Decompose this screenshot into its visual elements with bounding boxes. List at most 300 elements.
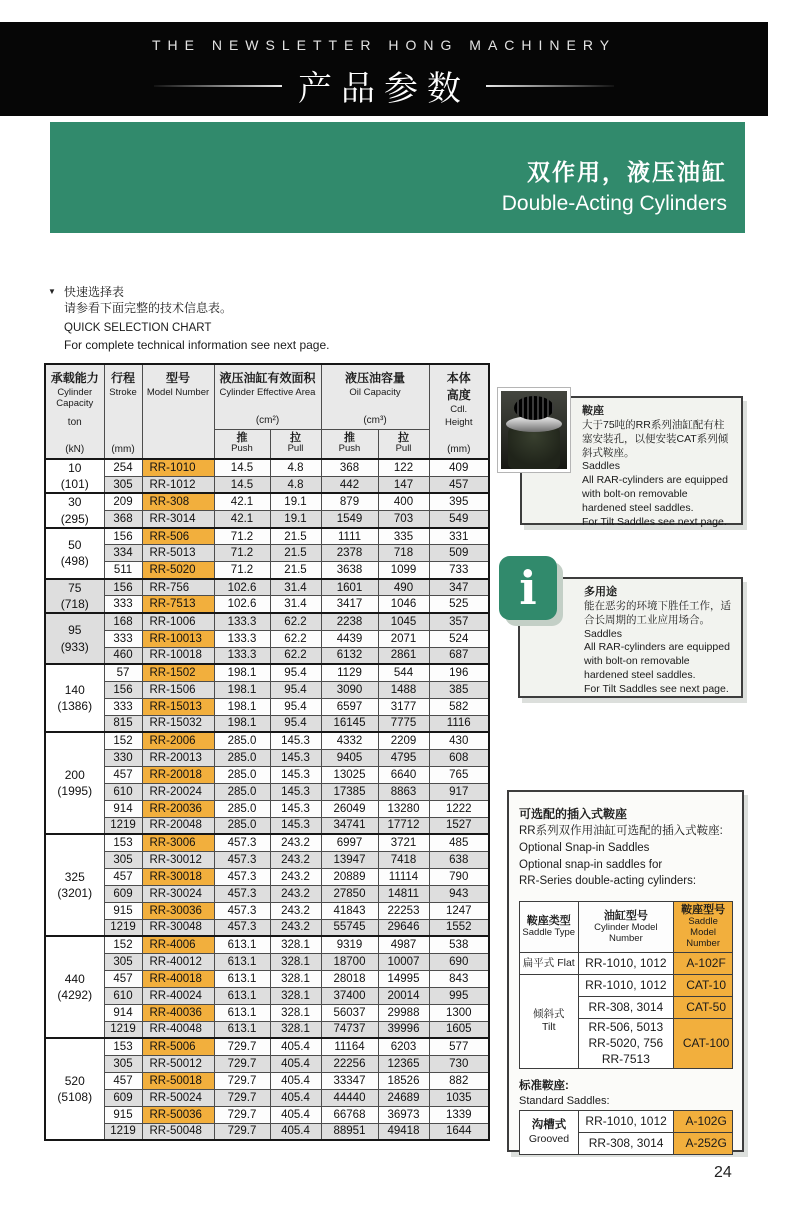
info-icon <box>499 556 557 620</box>
area-header-en: Cylinder Effective Area <box>219 387 316 398</box>
stroke-cell: 305 <box>104 1055 142 1072</box>
standard-title-zh: 标准鞍座: <box>519 1079 569 1092</box>
versatility-title-en: Saddles <box>584 627 622 640</box>
stroke-cell: 209 <box>104 493 142 510</box>
area-pull-cell: 145.3 <box>270 800 321 817</box>
table-row <box>45 1072 489 1089</box>
oil-pull-cell: 544 <box>378 664 429 681</box>
area-push-cell: 613.1 <box>214 953 270 970</box>
stroke-cell: 914 <box>104 1004 142 1021</box>
area-pull-cell: 31.4 <box>270 596 321 613</box>
oil-push-header <box>321 429 378 459</box>
saddle-cell: CAT-10 <box>674 975 733 997</box>
oil-push-cell: 1601 <box>321 579 378 596</box>
table-row <box>45 596 489 613</box>
table-row <box>45 851 489 868</box>
area-push-cell: 285.0 <box>214 749 270 766</box>
oil-header-zh: 液压油容量 <box>344 371 405 385</box>
snapin-title-en: Optional Snap-in Saddles <box>519 842 650 855</box>
quick-selection-table-wrap <box>44 363 490 1141</box>
model-cell: RR-1006 <box>142 613 214 630</box>
oil-push-cell: 6132 <box>321 647 378 664</box>
table-row <box>45 766 489 783</box>
saddle-cell: CAT-50 <box>674 997 733 1019</box>
oil-push-cell: 1129 <box>321 664 378 681</box>
snapin-title-zh: 可选配的插入式鞍座 <box>519 807 628 821</box>
table-row <box>45 613 489 630</box>
oil-push-cell: 6997 <box>321 834 378 851</box>
stroke-cell: 156 <box>104 579 142 596</box>
area-push-cell: 457.3 <box>214 851 270 868</box>
grooved-en: Grooved <box>528 1132 570 1145</box>
table-row <box>45 630 489 647</box>
area-push-cell: 729.7 <box>214 1038 270 1055</box>
model-cell: RR-20018 <box>142 766 214 783</box>
model-cell: RR-50012 <box>142 1055 214 1072</box>
saddle-model-header-en: Saddle Model Number <box>686 916 720 950</box>
stroke-cell: 57 <box>104 664 142 681</box>
oil-pull-cell: 49418 <box>378 1123 429 1140</box>
stroke-cell: 334 <box>104 545 142 562</box>
capacity-unit-kn: (kN) <box>65 444 85 455</box>
area-push-cell: 71.2 <box>214 545 270 562</box>
area-pull-cell: 243.2 <box>270 885 321 902</box>
model-cell: RR-20036 <box>142 800 214 817</box>
push-zh: 推 <box>344 431 355 444</box>
page-number: 24 <box>714 1164 732 1181</box>
oil-push-cell: 6597 <box>321 698 378 715</box>
tilt-en: Tilt <box>541 1021 556 1034</box>
intro-note <box>48 284 329 353</box>
cyl-model-header <box>578 902 674 953</box>
oil-pull-cell: 122 <box>378 459 429 476</box>
versatility-footer-en: For Tilt Saddles see next page. <box>584 683 729 696</box>
capacity-cell: 10 (101) <box>45 459 104 493</box>
oil-push-cell: 3090 <box>321 681 378 698</box>
table-row <box>45 1038 489 1055</box>
area-push-cell: 198.1 <box>214 681 270 698</box>
masthead-left-rule <box>154 85 282 87</box>
area-pull-cell: 21.5 <box>270 528 321 545</box>
banner-title-en: Double-Acting Cylinders <box>501 192 727 215</box>
area-push-cell: 285.0 <box>214 766 270 783</box>
table-row <box>45 493 489 510</box>
model-cell: RR-15032 <box>142 715 214 732</box>
flat-type-cell <box>520 953 579 975</box>
stroke-header <box>104 364 142 459</box>
stroke-cell: 152 <box>104 936 142 953</box>
table-row <box>45 970 489 987</box>
table-row <box>45 1055 489 1072</box>
area-push-cell: 613.1 <box>214 936 270 953</box>
height-cell: 524 <box>429 630 489 647</box>
area-pull-header <box>270 429 321 459</box>
model-line: RR-5020, 756 <box>588 1036 664 1051</box>
model-cell: RR-5006 <box>142 1038 214 1055</box>
masthead-right-rule <box>486 85 614 87</box>
height-cell: 430 <box>429 732 489 749</box>
height-unit: (mm) <box>447 444 471 455</box>
model-cell: RR-1506 <box>142 681 214 698</box>
model-cell: RR-1012 <box>142 476 214 493</box>
area-pull-cell: 328.1 <box>270 970 321 987</box>
area-pull-cell: 405.4 <box>270 1123 321 1140</box>
capacity-cell: 50 (498) <box>45 528 104 579</box>
oil-push-cell: 2378 <box>321 545 378 562</box>
saddle-cell: CAT-100 <box>674 1019 733 1069</box>
oil-push-cell: 55745 <box>321 919 378 936</box>
standard-saddle-table <box>519 1110 733 1155</box>
stroke-cell: 609 <box>104 1089 142 1106</box>
saddle-model-header <box>674 902 733 953</box>
intro-line2-en: For complete technical information see next page. <box>64 337 330 352</box>
oil-pull-cell: 29646 <box>378 919 429 936</box>
area-unit: (cm²) <box>255 414 280 426</box>
table-row <box>45 936 489 953</box>
saddle-photo-scene <box>501 391 567 469</box>
capacity-cell: 140 (1386) <box>45 664 104 732</box>
tilt-zh: 倾斜式 <box>533 1008 565 1021</box>
area-pull-cell: 62.2 <box>270 613 321 630</box>
table-row <box>45 987 489 1004</box>
model-cell: RR-50018 <box>142 1072 214 1089</box>
area-push-cell: 457.3 <box>214 902 270 919</box>
model-header-en: Model Number <box>146 387 210 398</box>
area-pull-cell: 62.2 <box>270 630 321 647</box>
oil-unit: (cm³) <box>363 414 387 426</box>
stroke-cell: 1219 <box>104 1021 142 1038</box>
page-title: 产品参数 <box>298 70 470 108</box>
stroke-cell: 168 <box>104 613 142 630</box>
oil-push-cell: 28018 <box>321 970 378 987</box>
push-en: Push <box>338 442 361 454</box>
area-header <box>214 364 321 429</box>
stroke-header-en: Stroke <box>109 387 137 398</box>
height-cell: 1300 <box>429 1004 489 1021</box>
oil-push-cell: 20889 <box>321 868 378 885</box>
height-cell: 357 <box>429 613 489 630</box>
area-pull-cell: 328.1 <box>270 936 321 953</box>
height-cell: 1116 <box>429 715 489 732</box>
oil-pull-cell: 1046 <box>378 596 429 613</box>
stroke-cell: 609 <box>104 885 142 902</box>
saddle-photo <box>497 387 571 473</box>
model-cell: RR-20024 <box>142 783 214 800</box>
stroke-cell: 915 <box>104 1106 142 1123</box>
height-header-zh1: 本体 <box>446 371 471 385</box>
height-cell: 843 <box>429 970 489 987</box>
oil-pull-cell: 4987 <box>378 936 429 953</box>
stroke-cell: 457 <box>104 766 142 783</box>
model-cell: RR-10018 <box>142 647 214 664</box>
height-cell: 457 <box>429 476 489 493</box>
model-cell: RR-1010, 1012 <box>578 1110 673 1132</box>
stroke-cell: 915 <box>104 902 142 919</box>
model-cell: RR-50024 <box>142 1089 214 1106</box>
area-pull-cell: 243.2 <box>270 902 321 919</box>
oil-push-cell: 17385 <box>321 783 378 800</box>
height-cell: 385 <box>429 681 489 698</box>
height-cell: 687 <box>429 647 489 664</box>
model-cell: RR-1010, 1012 <box>578 975 674 997</box>
height-cell: 730 <box>429 1055 489 1072</box>
area-pull-cell: 328.1 <box>270 1004 321 1021</box>
stroke-cell: 914 <box>104 800 142 817</box>
bullet-triangle-icon: ▼ <box>48 287 56 296</box>
oil-pull-cell: 147 <box>378 476 429 493</box>
stroke-cell: 1219 <box>104 1123 142 1140</box>
intro-line1-en: QUICK SELECTION CHART <box>64 322 212 335</box>
saddle-model-header-zh: 鞍座型号 <box>681 904 726 917</box>
versatility-body-en: All RAR-cylinders are equipped with bolt-on removable hardened steel saddles. <box>584 641 730 682</box>
model-cell: RR-1010, 1012 <box>578 953 674 975</box>
table-row <box>45 817 489 834</box>
oil-push-cell: 3417 <box>321 596 378 613</box>
oil-push-cell: 41843 <box>321 902 378 919</box>
saddles-body-zh: 大于75吨的RR系列油缸配有柱塞安装孔，以便安装CAT系列倾斜式鞍座。 <box>582 418 729 459</box>
oil-push-cell: 9319 <box>321 936 378 953</box>
oil-push-cell: 368 <box>321 459 378 476</box>
area-pull-cell: 328.1 <box>270 1021 321 1038</box>
oil-header-en: Oil Capacity <box>349 387 401 398</box>
capacity-header-zh: 承载能力 <box>50 371 99 385</box>
table-row <box>45 528 489 545</box>
area-pull-cell: 95.4 <box>270 715 321 732</box>
height-cell: 196 <box>429 664 489 681</box>
area-push-cell: 729.7 <box>214 1055 270 1072</box>
capacity-cell: 325 (3201) <box>45 834 104 936</box>
area-pull-cell: 95.4 <box>270 681 321 698</box>
table-row <box>45 715 489 732</box>
oil-pull-cell: 24689 <box>378 1089 429 1106</box>
snapin-saddles-panel <box>507 790 744 1152</box>
table-row <box>45 476 489 493</box>
oil-push-cell: 1549 <box>321 511 378 528</box>
saddle-cap-shape <box>514 396 554 420</box>
height-cell: 409 <box>429 459 489 476</box>
oil-push-cell: 3638 <box>321 562 378 579</box>
stroke-cell: 1219 <box>104 817 142 834</box>
capacity-cell: 30 (295) <box>45 493 104 527</box>
oil-push-cell: 37400 <box>321 987 378 1004</box>
oil-pull-cell: 6203 <box>378 1038 429 1055</box>
model-cell: RR-4006 <box>142 936 214 953</box>
flat-en: Flat <box>557 956 575 969</box>
height-cell: 485 <box>429 834 489 851</box>
area-pull-cell: 243.2 <box>270 868 321 885</box>
table-row <box>45 1123 489 1140</box>
model-cell: RR-30024 <box>142 885 214 902</box>
oil-pull-cell: 400 <box>378 493 429 510</box>
stroke-cell: 305 <box>104 851 142 868</box>
model-header-zh: 型号 <box>165 371 190 385</box>
intro-line1-zh: 快速选择表 <box>64 285 125 299</box>
capacity-header-en: Cylinder Capacity <box>56 387 94 409</box>
oil-push-cell: 13947 <box>321 851 378 868</box>
oil-push-cell: 442 <box>321 476 378 493</box>
model-cell: RR-30048 <box>142 919 214 936</box>
saddles-body-en: All RAR-cylinders are equipped with bolt-on removable hardened steel saddles. <box>582 474 728 515</box>
oil-pull-cell: 36973 <box>378 1106 429 1123</box>
model-cell: RR-10013 <box>142 630 214 647</box>
table-row <box>45 885 489 902</box>
area-push-cell: 457.3 <box>214 868 270 885</box>
capacity-cell: 75 (718) <box>45 579 104 613</box>
stroke-unit: (mm) <box>111 444 135 455</box>
area-push-cell: 285.0 <box>214 817 270 834</box>
capacity-cell: 200 (1995) <box>45 732 104 834</box>
height-cell: 1644 <box>429 1123 489 1140</box>
table-row <box>45 732 489 749</box>
area-pull-cell: 328.1 <box>270 953 321 970</box>
oil-pull-cell: 22253 <box>378 902 429 919</box>
stroke-cell: 333 <box>104 698 142 715</box>
saddle-type-header-en: Saddle Type <box>522 927 576 939</box>
tilt-type-cell <box>520 975 579 1069</box>
height-cell: 1339 <box>429 1106 489 1123</box>
oil-pull-cell: 2071 <box>378 630 429 647</box>
area-push-cell: 457.3 <box>214 919 270 936</box>
capacity-cell: 440 (4292) <box>45 936 104 1038</box>
snapin-body-en1: Optional snap-in saddles for <box>519 858 663 871</box>
snapin-saddle-table <box>519 901 733 1069</box>
stroke-cell: 610 <box>104 987 142 1004</box>
area-pull-cell: 21.5 <box>270 545 321 562</box>
oil-push-cell: 11164 <box>321 1038 378 1055</box>
model-cell: RR-2006 <box>142 732 214 749</box>
info-icon-glyph: i <box>519 561 537 615</box>
area-push-cell: 71.2 <box>214 528 270 545</box>
oil-pull-cell: 2209 <box>378 732 429 749</box>
model-cell: RR-40036 <box>142 1004 214 1021</box>
versatility-title-zh: 多用途 <box>584 586 617 598</box>
table-row <box>45 647 489 664</box>
model-cell: RR-40018 <box>142 970 214 987</box>
quick-selection-table <box>44 363 490 1141</box>
height-cell: 917 <box>429 783 489 800</box>
area-push-cell: 133.3 <box>214 613 270 630</box>
saddle-type-header-zh: 鞍座类型 <box>526 915 571 927</box>
height-cell: 347 <box>429 579 489 596</box>
pull-zh: 拉 <box>398 431 409 444</box>
height-cell: 995 <box>429 987 489 1004</box>
area-pull-cell: 405.4 <box>270 1072 321 1089</box>
model-header <box>142 364 214 459</box>
stroke-cell: 156 <box>104 681 142 698</box>
cylinder-body-shape <box>508 427 560 469</box>
oil-push-cell: 879 <box>321 493 378 510</box>
pull-en: Pull <box>287 442 304 454</box>
stroke-cell: 153 <box>104 834 142 851</box>
model-cell: RR-40012 <box>142 953 214 970</box>
standard-saddles-label <box>519 1079 733 1108</box>
stroke-cell: 152 <box>104 732 142 749</box>
height-cell: 1035 <box>429 1089 489 1106</box>
model-cell: RR-308, 3014 <box>578 997 674 1019</box>
area-push-cell: 285.0 <box>214 732 270 749</box>
height-cell: 509 <box>429 545 489 562</box>
area-pull-cell: 405.4 <box>270 1089 321 1106</box>
model-cell: RR-20013 <box>142 749 214 766</box>
area-push-cell: 729.7 <box>214 1106 270 1123</box>
capacity-unit-ton: ton <box>67 416 82 428</box>
stroke-cell: 1219 <box>104 919 142 936</box>
table-row <box>45 664 489 681</box>
area-push-cell: 285.0 <box>214 800 270 817</box>
model-cell: RR-50048 <box>142 1123 214 1140</box>
oil-pull-cell: 4795 <box>378 749 429 766</box>
area-push-cell: 457.3 <box>214 834 270 851</box>
saddles-title-zh: 鞍座 <box>582 405 604 417</box>
model-cell: RR-30036 <box>142 902 214 919</box>
saddle-type-header <box>520 902 579 953</box>
model-cell: RR-1010 <box>142 459 214 476</box>
oil-pull-cell: 490 <box>378 579 429 596</box>
height-cell: 765 <box>429 766 489 783</box>
area-push-cell: 14.5 <box>214 459 270 476</box>
height-cell: 331 <box>429 528 489 545</box>
oil-push-cell: 56037 <box>321 1004 378 1021</box>
model-cell: RR-756 <box>142 579 214 596</box>
section-banner <box>50 122 745 233</box>
model-cell: RR-506 <box>142 528 214 545</box>
area-pull-cell: 145.3 <box>270 749 321 766</box>
table-header <box>45 364 489 459</box>
area-pull-cell: 405.4 <box>270 1106 321 1123</box>
model-cell: RR-30018 <box>142 868 214 885</box>
oil-pull-cell: 18526 <box>378 1072 429 1089</box>
capacity-cell: 520 (5108) <box>45 1038 104 1140</box>
model-cell: RR-308 <box>142 493 214 510</box>
height-cell: 1605 <box>429 1021 489 1038</box>
height-cell: 790 <box>429 868 489 885</box>
area-pull-cell: 405.4 <box>270 1038 321 1055</box>
oil-push-cell: 27850 <box>321 885 378 902</box>
area-push-cell: 102.6 <box>214 579 270 596</box>
table-row <box>45 800 489 817</box>
model-cell: RR-308, 3014 <box>578 1132 673 1154</box>
area-pull-cell: 145.3 <box>270 766 321 783</box>
stroke-cell: 457 <box>104 1072 142 1089</box>
model-cell: RR-50036 <box>142 1106 214 1123</box>
oil-pull-cell: 703 <box>378 511 429 528</box>
area-pull-cell: 328.1 <box>270 987 321 1004</box>
cyl-model-header-en: Cylinder Model Number <box>594 921 658 944</box>
area-push-cell: 42.1 <box>214 511 270 528</box>
table-row <box>45 834 489 851</box>
area-push-cell: 102.6 <box>214 596 270 613</box>
table-row <box>520 1110 733 1132</box>
oil-pull-cell: 3177 <box>378 698 429 715</box>
banner-title-zh: 双作用，液压油缸 <box>527 159 727 185</box>
height-cell: 538 <box>429 936 489 953</box>
area-push-cell: 613.1 <box>214 987 270 1004</box>
oil-pull-cell: 12365 <box>378 1055 429 1072</box>
saddle-cell: A-102G <box>674 1110 733 1132</box>
oil-pull-cell: 718 <box>378 545 429 562</box>
table-row <box>45 902 489 919</box>
area-pull-cell: 19.1 <box>270 511 321 528</box>
height-cell: 1527 <box>429 817 489 834</box>
oil-push-cell: 1111 <box>321 528 378 545</box>
area-pull-cell: 405.4 <box>270 1055 321 1072</box>
table-row <box>45 783 489 800</box>
table-row <box>45 868 489 885</box>
oil-pull-cell: 7775 <box>378 715 429 732</box>
height-cell: 943 <box>429 885 489 902</box>
masthead-kicker: THE NEWSLETTER HONG MACHINERY <box>151 37 617 53</box>
standard-title-en: Standard Saddles: <box>519 1094 610 1107</box>
